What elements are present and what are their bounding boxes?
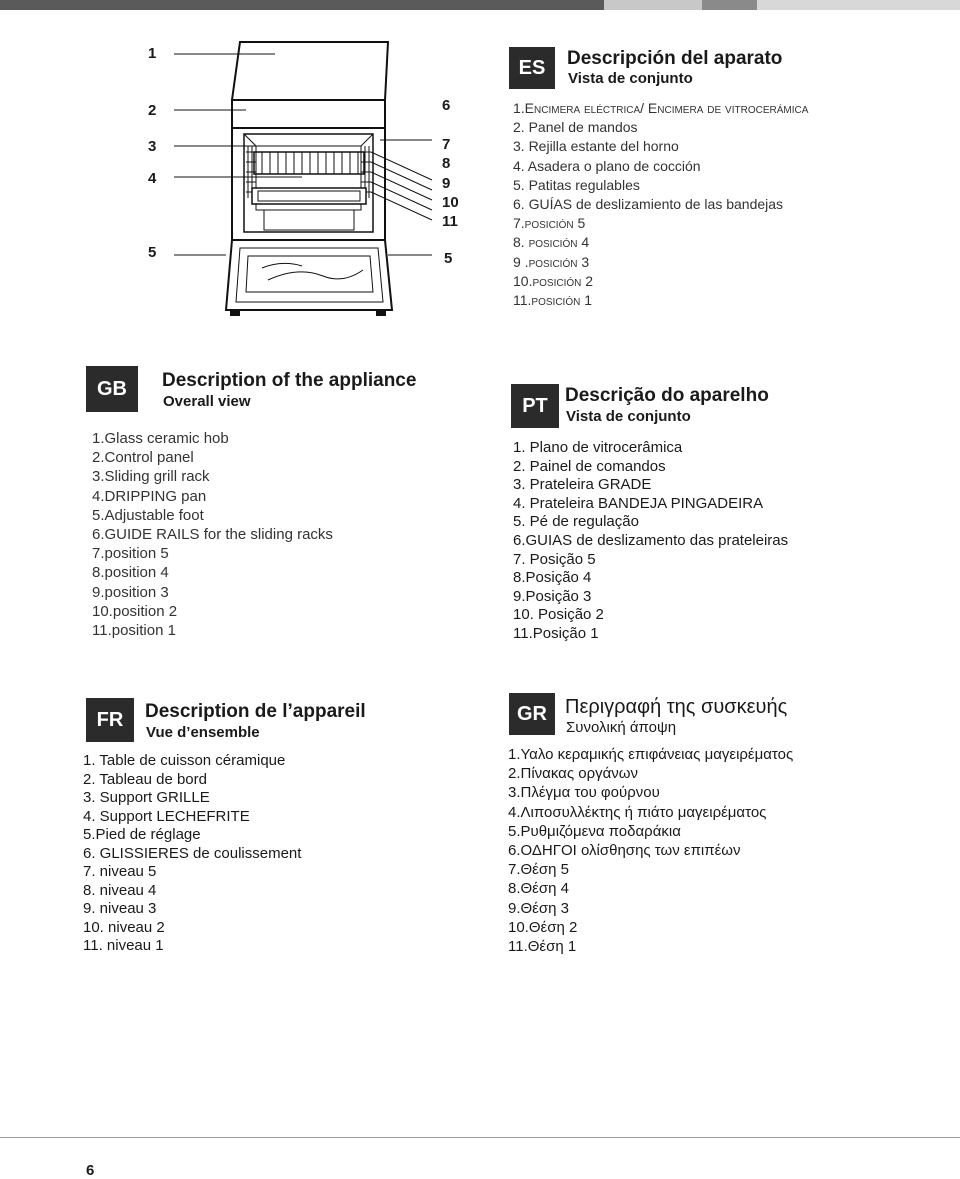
fr-item: 2. Tableau de bord xyxy=(83,770,207,788)
top-bar-light xyxy=(604,0,702,10)
pt-item: 6.GUIAS de deslizamento das prateleiras xyxy=(513,531,789,549)
pt-item: 8.Posição 4 xyxy=(513,569,592,587)
es-item: 6. GUÍAS de deslizamiento de las bandejas xyxy=(513,196,784,213)
gb-item: 1.Glass ceramic hob xyxy=(92,430,229,447)
gb-item: 4.DRIPPING pan xyxy=(92,487,207,505)
oven-foot-left xyxy=(230,310,240,316)
gb-item-list xyxy=(92,429,333,640)
gb-item: 8.position 4 xyxy=(92,564,169,582)
callout-5-right: 5 xyxy=(444,250,453,267)
fr-item: 6. GLISSIERES de coulissement xyxy=(83,844,302,862)
es-item: 7.posición 5 xyxy=(513,215,586,232)
gr-item-list xyxy=(508,745,793,956)
gr-item: 2.Πίνακας οργάνων xyxy=(508,765,638,783)
callout-1: 1 xyxy=(148,45,157,62)
es-item: 9 .posición 3 xyxy=(513,253,590,270)
es-subtitle: Vista de conjunto xyxy=(568,70,693,87)
es-item: 1.Encimera eléctrica/ Encimera de vitrocerámica xyxy=(513,100,809,116)
pt-item-list xyxy=(513,439,788,644)
page-number: 6 xyxy=(86,1162,95,1179)
fr-item: 11. niveau 1 xyxy=(83,937,164,954)
fr-item: 10. niveau 2 xyxy=(83,918,165,936)
gr-item: 7.Θέση 5 xyxy=(508,861,569,879)
gr-item: 5.Ρυθμιζόμενα ποδαράκια xyxy=(508,822,681,840)
pt-subtitle: Vista de conjunto xyxy=(566,408,691,425)
fr-title: Description de l’appareil xyxy=(145,701,366,722)
pt-item: 3. Prateleira GRADE xyxy=(513,476,652,494)
gb-item: 5.Adjustable foot xyxy=(92,506,204,524)
gr-item: 6.ΟΔΗΓΟΙ ολίσθησης των επιπέων xyxy=(508,842,741,860)
top-bar-mid xyxy=(702,0,757,10)
gb-badge: GB xyxy=(86,366,138,412)
fr-badge: FR xyxy=(86,698,134,742)
pt-item: 9.Posição 3 xyxy=(513,587,592,605)
es-item: 11.posición 1 xyxy=(513,292,592,309)
pt-badge: PT xyxy=(511,384,559,428)
fr-subtitle: Vue d’ensemble xyxy=(146,724,260,741)
pt-item: 7. Posição 5 xyxy=(513,550,596,568)
gr-title: Περιγραφή της συσκευής xyxy=(565,696,788,718)
pt-item: 4. Prateleira BANDEJA PINGADEIRA xyxy=(513,494,764,512)
gb-item: 6.GUIDE RAILS for the sliding racks xyxy=(92,526,333,544)
es-item: 8. posición 4 xyxy=(513,234,590,251)
gb-item: 9.position 3 xyxy=(92,583,169,601)
pt-item: 5. Pé de regulação xyxy=(513,513,639,531)
pt-item: 10. Posição 2 xyxy=(513,606,604,624)
oven-dripping-pan xyxy=(252,188,366,204)
es-item: 4. Asadera o plano de cocción xyxy=(513,157,701,174)
oven-control-panel xyxy=(232,100,385,128)
fr-item: 8. niveau 4 xyxy=(83,881,157,899)
es-item: 2. Panel de mandos xyxy=(513,119,638,136)
gb-item: 10.position 2 xyxy=(92,602,178,620)
gb-subtitle: Overall view xyxy=(163,393,251,410)
top-bar-dark xyxy=(0,0,604,10)
es-title: Descripción del aparato xyxy=(567,48,783,69)
gr-item: 11.Θέση 1 xyxy=(508,938,577,956)
gr-badge: GR xyxy=(509,693,555,735)
gr-item: 9.Θέση 3 xyxy=(508,899,569,917)
footer-rule xyxy=(0,1137,960,1138)
callout-10: 10 xyxy=(442,194,459,211)
callout-9: 9 xyxy=(442,175,451,192)
es-item: 5. Patitas regulables xyxy=(513,176,640,193)
es-item-list xyxy=(513,99,808,310)
gr-item: 3.Πλέγμα του φούρνου xyxy=(508,784,660,802)
pt-item: 1. Plano de vitrocerâmica xyxy=(513,439,683,456)
fr-item: 7. niveau 5 xyxy=(83,863,157,880)
fr-item: 9. niveau 3 xyxy=(83,900,157,917)
gr-subtitle: Συνολική άποψη xyxy=(566,719,677,736)
gr-item: 10.Θέση 2 xyxy=(508,918,578,936)
callout-3: 3 xyxy=(148,138,157,155)
gb-item: 3.Sliding grill rack xyxy=(92,468,210,486)
gr-item: 8.Θέση 4 xyxy=(508,880,569,898)
es-item: 3. Rejilla estante del horno xyxy=(513,138,679,155)
fr-item-list xyxy=(83,752,301,956)
gr-item: 1.Υαλο κεραμικής επιφάνειας μαγειρέματος xyxy=(508,746,794,763)
callout-5-left: 5 xyxy=(148,244,157,261)
callout-7: 7 xyxy=(442,136,451,153)
pt-item: 11.Posição 1 xyxy=(513,624,599,642)
fr-item: 1. Table de cuisson céramique xyxy=(83,752,286,769)
fr-item: 3. Support GRILLE xyxy=(83,789,210,806)
callout-8: 8 xyxy=(442,155,451,172)
gb-item: 7.position 5 xyxy=(92,545,169,563)
callout-4: 4 xyxy=(148,170,157,187)
callout-6: 6 xyxy=(442,97,451,114)
es-badge: ES xyxy=(509,47,555,89)
oven-hob xyxy=(232,42,388,100)
gb-title: Description of the appliance xyxy=(162,370,417,391)
callout-2: 2 xyxy=(148,102,157,119)
oven-foot-right xyxy=(376,310,386,316)
gr-item: 4.Λιποσυλλέκτης ή πιάτο μαγειρέματος xyxy=(508,803,767,821)
top-bar-pale xyxy=(757,0,960,10)
callout-11: 11 xyxy=(442,213,458,230)
pt-item: 2. Painel de comandos xyxy=(513,457,666,475)
es-item: 10.posición 2 xyxy=(513,272,594,289)
gb-item: 11.position 1 xyxy=(92,622,176,640)
fr-item: 4. Support LECHEFRITE xyxy=(83,807,250,825)
pt-title: Descrição do aparelho xyxy=(565,385,769,406)
fr-item: 5.Pied de réglage xyxy=(83,826,201,843)
gb-item: 2.Control panel xyxy=(92,449,194,467)
